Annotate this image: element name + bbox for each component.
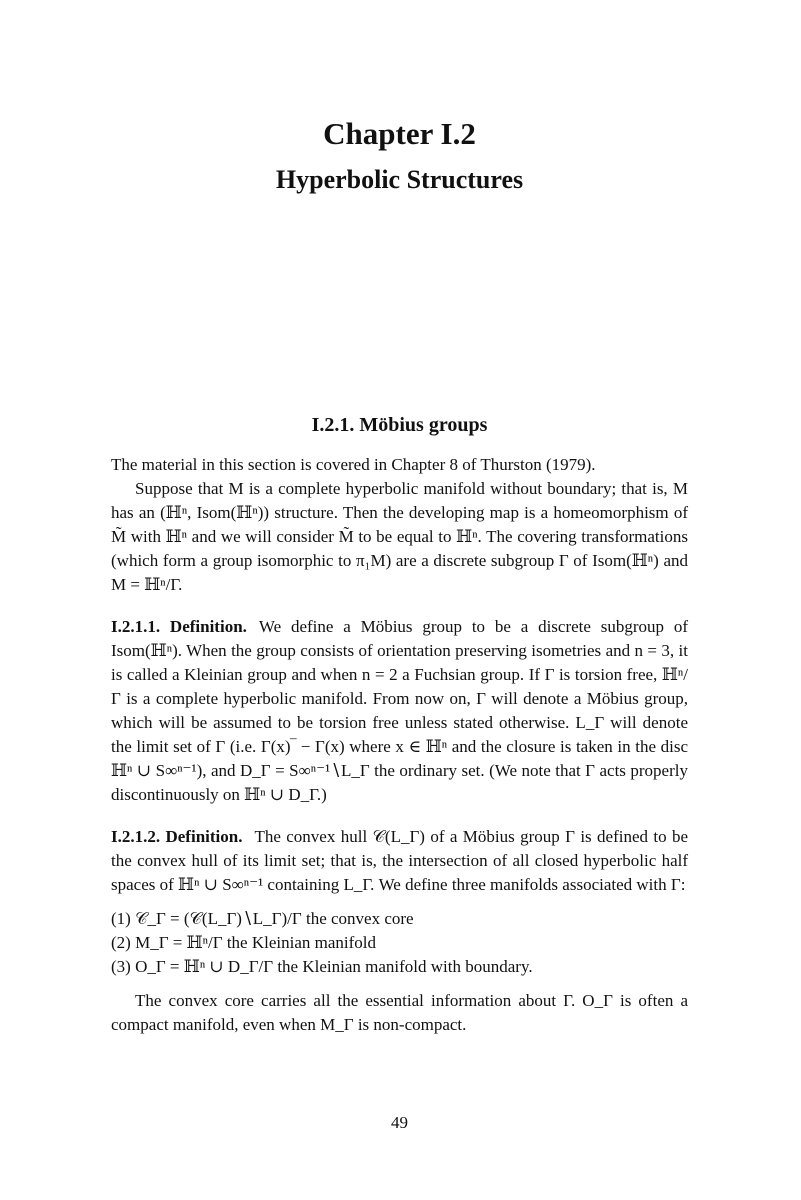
list-item: (1) 𝒞_Γ = (𝒞(L_Γ)∖L_Γ)/Γ the convex core <box>111 909 414 928</box>
closing-paragraph: The convex core carries all the essential information about Γ. O_Γ is often a compact manifold, even when M_Γ is non-compact. <box>111 991 688 1034</box>
page-number: 49 <box>391 1113 408 1132</box>
chapter-title: Chapter I.2 <box>323 116 476 151</box>
definition-2-label: I.2.1.2. Definition. <box>111 827 243 846</box>
section-intro: The material in this section is covered in Chapter 8 of Thurston (1979). <box>111 455 596 474</box>
definition-1 <box>111 615 688 807</box>
definition-1-label: I.2.1.1. Definition. <box>111 617 247 636</box>
definition-2-text: The convex hull 𝒞(L_Γ) of a Möbius group Γ is defined to be the convex hull of its limit set; that is, the intersection of all closed hyperbolic half spaces of ℍⁿ ∪ S∞ⁿ⁻¹ containing L_Γ. We define three manifolds associated with Γ: <box>111 827 688 894</box>
section-paragraph: Suppose that M is a complete hyperbolic manifold without boundary; that is, M has an (ℍⁿ, Isom(ℍⁿ)) structure. Then the developing map is a homeomorphism of M̃ with ℍⁿ and we will consider M̃ to be equal to ℍⁿ. The covering transformations (which form a group isomorphic to π₁M) are a discrete subgroup Γ of Isom(ℍⁿ) and M = ℍⁿ/Γ. <box>111 479 688 594</box>
section-heading: I.2.1. Möbius groups <box>311 414 488 436</box>
list-item: (2) M_Γ = ℍⁿ/Γ the Kleinian manifold <box>111 933 377 952</box>
definition-1-text: We define a Möbius group to be a discrete subgroup of Isom(ℍⁿ). When the group consists of orientation preserving isometries and n = 3, it is called a Kleinian group and when n = 2 a Fuchsian group. If Γ is torsion free, ℍⁿ/Γ is a complete hyperbolic manifold. From now on, Γ will denote a Möbius group, which will be assumed to be torsion free unless stated otherwise. L_Γ will denote the limit set of Γ (i.e. Γ(x)‾ − Γ(x) where x ∈ ℍⁿ and the closure is taken in the disc ℍⁿ ∪ S∞ⁿ⁻¹), and D_Γ = S∞ⁿ⁻¹∖L_Γ the ordinary set. (We note that Γ acts properly discontinuously on ℍⁿ ∪ D_Γ.) <box>111 617 688 804</box>
list-item: (3) O_Γ = ℍⁿ ∪ D_Γ/Γ the Kleinian manifold with boundary. <box>111 957 533 976</box>
definition-2 <box>111 825 688 897</box>
chapter-subtitle: Hyperbolic Structures <box>275 165 524 194</box>
body-text <box>111 453 688 1037</box>
manifold-list <box>111 907 688 979</box>
